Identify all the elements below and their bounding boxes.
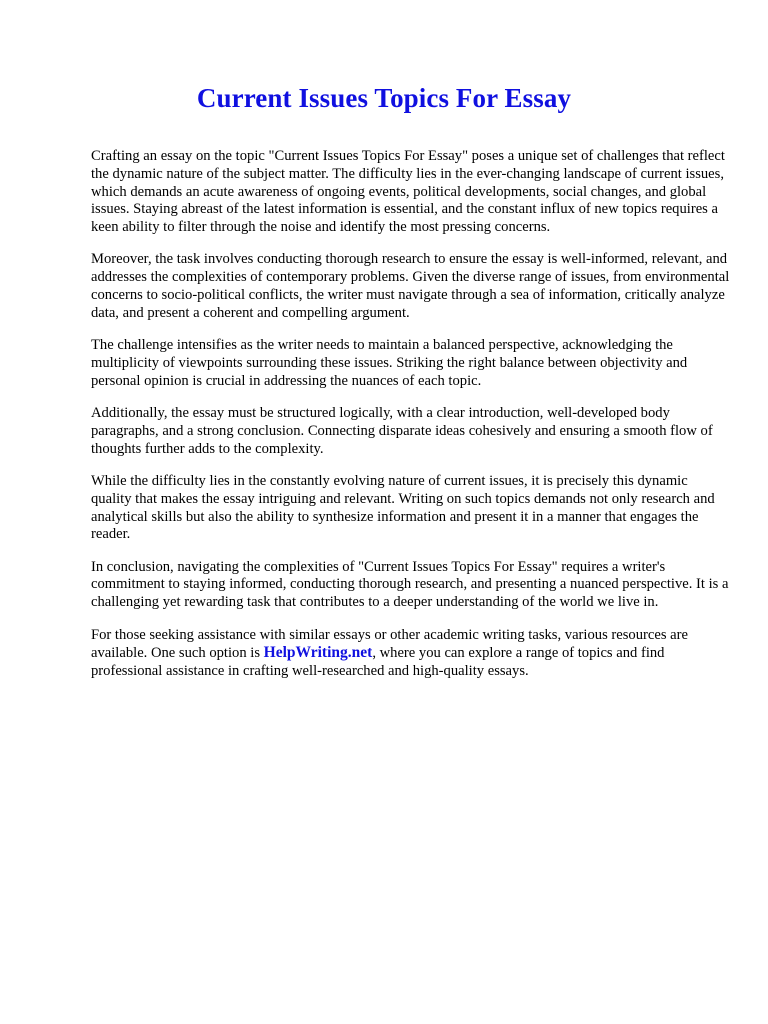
page-title: Current Issues Topics For Essay xyxy=(196,83,572,113)
paragraph-2: Moreover, the task involves conducting thorough research to ensure the essay is well-informed, relevant, and addresses the complexities of contemporary problems. Given the diverse range of issues, from environmental concerns to socio-political conflicts, the writer must navigate through a sea of information, critically analyze data, and present a coherent and compelling argument. xyxy=(91,251,730,321)
paragraph-5: While the difficulty lies in the constantly evolving nature of current issues, it is precisely this dynamic quality that makes the essay intriguing and relevant. Writing on such topics demands not only research and analytical skills but also the ability to synthesize information and present it in a manner that engages the reader. xyxy=(91,472,715,543)
paragraph-3: The challenge intensifies as the writer needs to maintain a balanced perspective, acknowledging the multiplicity of viewpoints surrounding these issues. Striking the right balance between objectivity and personal opinion is crucial in addressing the nuances of each topic. xyxy=(91,337,688,389)
helpwriting-link[interactable]: HelpWriting.net xyxy=(263,644,373,662)
closing-paragraph xyxy=(91,627,731,681)
essay-body xyxy=(91,148,731,695)
paragraph-6: In conclusion, navigating the complexities of "Current Issues Topics For Essay" requires a writer's commitment to staying informed, conducting thorough research, and presenting a nuanced perspective. It is a challenging yet rewarding task that contributes to a deeper understanding of the world we live in. xyxy=(91,558,729,611)
paragraph-4: Additionally, the essay must be structured logically, with a clear introduction, well-developed body paragraphs, and a strong conclusion. Connecting disparate ideas cohesively and ensuring a smooth flow of thoughts further adds to the complexity. xyxy=(91,405,713,457)
closing-text-after-link: , where you can explore a range of topics and find professional assistance in crafting well-researched and high-quality essays. xyxy=(91,645,665,680)
closing-text-before-link: For those seeking assistance with similar essays or other academic writing tasks, various resources are available. One such option is xyxy=(91,626,688,662)
paragraph-1: Crafting an essay on the topic "Current Issues Topics For Essay" poses a unique set of challenges that reflect the dynamic nature of the subject matter. The difficulty lies in the ever-changing landscape of current issues, which demands an acute awareness of ongoing events, political developments, social changes, and global issues. Staying abreast of the latest information is essential, and the constant influx of new topics requires a keen ability to filter through the noise and identify the most pressing concerns. xyxy=(91,148,725,236)
